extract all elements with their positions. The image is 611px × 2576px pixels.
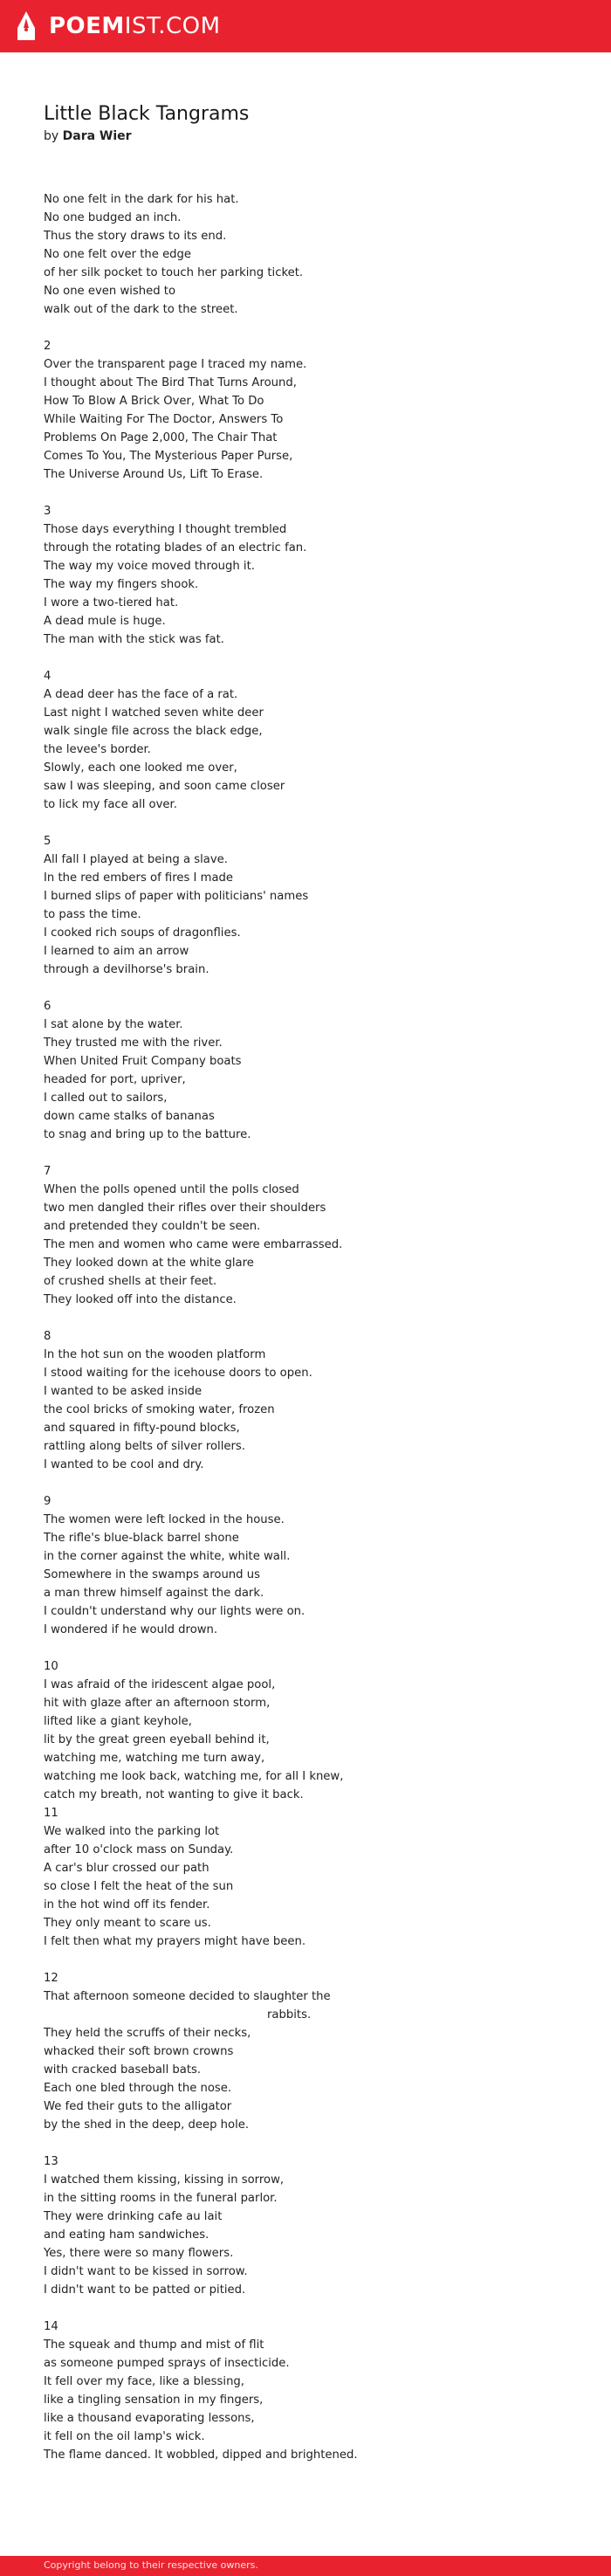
poem-line: the levee's border. [44,743,151,756]
author-name[interactable]: Dara Wier [62,129,132,143]
poem-line: Each one bled through the nose. [44,2082,232,2095]
poem-line: like a tingling sensation in my fingers, [44,2393,264,2407]
poem-body [44,190,585,2483]
poem-line: rabbits. [267,2008,312,2022]
poem-line: 7 [44,1165,51,1178]
poem-line: walk single file across the black edge, [44,725,263,738]
poem-line: I didn't want to be patted or pitied. [44,2283,246,2297]
poem-line: No one budged an inch. [44,211,182,224]
poem-line: with cracked baseball bats. [44,2063,202,2077]
poem-title: Little Black Tangrams [44,103,250,125]
poem-line: They held the scruffs of their necks, [44,2027,251,2040]
poem-line: I felt then what my prayers might have been. [44,1935,306,1948]
poem-line: 10 [44,1660,58,1673]
poem-line: the cool bricks of smoking water, frozen [44,1403,275,1416]
poem-line: The way my fingers shook. [44,578,199,591]
poem-line: We fed their guts to the alligator [44,2100,232,2113]
poem-line: No one felt over the edge [44,248,192,261]
stanza [44,2152,585,2299]
poem-line: lifted like a giant keyhole, [44,1715,192,1728]
poem-line: Problems On Page 2,000, The Chair That [44,431,278,444]
poem-line: They looked off into the distance. [44,1293,237,1306]
poem-line: whacked their soft brown crowns [44,2045,234,2058]
poem-line: I didn't want to be kissed in sorrow. [44,2265,248,2278]
poem-line: A dead deer has the face of a rat. [44,688,238,701]
stanza [44,1327,585,1474]
poem-line: The women were left locked in the house. [44,1513,285,1526]
poem-line: All fall I played at being a slave. [44,853,228,866]
stanza [44,667,585,814]
poem-line: I called out to sailors, [44,1092,168,1105]
poem-line: The man with the stick was fat. [44,633,225,646]
poem-line: to snag and bring up to the batture. [44,1128,251,1141]
poem-line: No one felt in the dark for his hat. [44,193,239,206]
poem-line: We walked into the parking lot [44,1825,220,1838]
poem-line: Thus the story draws to its end. [44,230,227,243]
poem-line: watching me, watching me turn away, [44,1752,265,1765]
poem-line: 4 [44,670,51,683]
poem-line: The men and women who came were embarrassed. [44,1238,343,1251]
poem-line: saw I was sleeping, and soon came closer [44,780,285,793]
poem-line: No one even wished to [44,285,176,298]
poem-line: I burned slips of paper with politicians' names [44,890,309,903]
poem-line: It fell over my face, like a blessing, [44,2375,244,2388]
poem-line: I learned to aim an arrow [44,945,189,958]
site-name [49,10,221,42]
byline [44,129,249,143]
poem-line: by the shed in the deep, deep hole. [44,2118,250,2132]
stanza [44,190,585,319]
poem-line: Comes To You, The Mysterious Paper Purse, [44,450,293,463]
stanza [44,1492,585,1639]
top-bar [0,0,611,52]
poem-line: 13 [44,2155,58,2168]
poem-line: 3 [44,505,51,518]
poem-line: Yes, there were so many flowers. [44,2247,234,2260]
poem-line: I wanted to be asked inside [44,1385,203,1398]
poem-line: hit with glaze after an afternoon storm, [44,1697,271,1710]
poem-line: and pretended they couldn't be seen. [44,1220,261,1233]
poem-line: 6 [44,1000,51,1013]
poem-line: The Universe Around Us, Lift To Erase. [44,468,264,481]
stanza [44,337,585,484]
poem-line: When United Fruit Company boats [44,1055,242,1068]
poem-line: through a devilhorse's brain. [44,963,209,976]
poem-line: in the corner against the white, white wall. [44,1550,291,1563]
poem-line: When the polls opened until the polls closed [44,1183,299,1196]
poem-line: The flame danced. It wobbled, dipped and brightened. [44,2449,358,2462]
poem-line: Somewhere in the swamps around us [44,1568,260,1581]
poem-line: to pass the time. [44,908,141,921]
poem-line: watching me look back, watching me, for all I knew, [44,1770,344,1783]
pen-nib-icon [16,10,37,42]
copyright-text: Copyright belong to their respective owners. [44,2559,258,2571]
poem-line: 12 [44,1972,58,1985]
poem-line: 2 [44,340,51,353]
poem-line: The way my voice moved through it. [44,560,255,573]
poem-line: through the rotating blades of an electric fan. [44,541,307,554]
poem-line: The rifle's blue-black barrel shone [44,1532,239,1545]
poem-line: I wanted to be cool and dry. [44,1458,204,1471]
poem-line: I sat alone by the water. [44,1018,183,1031]
poem-line: walk out of the dark to the street. [44,303,238,316]
poem-line: They trusted me with the river. [44,1037,223,1050]
stanza [44,997,585,1144]
stanza [44,832,585,979]
poem-line: as someone pumped sprays of insecticide. [44,2357,290,2370]
poem-line: and squared in fifty-pound blocks, [44,1422,240,1435]
poem-line: I wore a two-tiered hat. [44,596,179,610]
poem-line: of her silk pocket to touch her parking ticket. [44,266,304,279]
poem-line: I stood waiting for the icehouse doors to open. [44,1367,312,1380]
poem-line: down came stalks of bananas [44,1110,215,1123]
poem-line: so close I felt the heat of the sun [44,1880,234,1893]
poem-line: to lick my face all over. [44,798,177,811]
poem-line: The squeak and thump and mist of flit [44,2338,264,2352]
poem-line: 11 [44,1807,58,1820]
poem-line: I cooked rich soups of dragonflies. [44,926,241,940]
poem-line: headed for port, upriver, [44,1073,186,1086]
poem-line: after 10 o'clock mass on Sunday. [44,1843,234,1856]
poem-line: a man threw himself against the dark. [44,1587,264,1600]
poem-line: I couldn't understand why our lights were on. [44,1605,306,1618]
footer [0,2556,611,2576]
poem-line: I watched them kissing, kissing in sorrow, [44,2173,285,2187]
poem-line: I thought about The Bird That Turns Around, [44,376,297,389]
poem-line: in the sitting rooms in the funeral parlor. [44,2192,278,2205]
poem-line: A car's blur crossed our path [44,1862,209,1875]
site-name-light: IST.COM [124,13,221,39]
byline-prefix: by [44,129,59,143]
poem-line: 9 [44,1495,51,1508]
site-name-bold: POEM [49,13,125,39]
poem-line: rattling along belts of silver rollers. [44,1440,245,1453]
poem-line: two men dangled their rifles over their shoulders [44,1202,326,1215]
poem-line: While Waiting For The Doctor, Answers To [44,413,284,426]
stanza [44,1969,585,2134]
stanza [44,1822,585,1951]
poem-line: That afternoon someone decided to slaughter the [44,1990,331,2003]
poem-line: They looked down at the white glare [44,1257,254,1270]
poem-line: 14 [44,2320,58,2333]
poem-line: In the red embers of fires I made [44,871,234,885]
poem-line: catch my breath, not wanting to give it back. [44,1788,304,1801]
stanza [44,1162,585,1309]
poem-line: Last night I watched seven white deer [44,706,264,720]
stanza [44,1657,585,1822]
site-logo[interactable] [16,10,221,42]
poem-line: Slowly, each one looked me over, [44,761,237,775]
stanza [44,502,585,649]
stanza [44,2318,585,2464]
poem-line: in the hot wind off its fender. [44,1898,210,1911]
poem-line: 8 [44,1330,51,1343]
poem-line: it fell on the oil lamp's wick. [44,2430,205,2443]
poem-line: Over the transparent page I traced my name. [44,358,307,371]
poem-line: How To Blow A Brick Over, What To Do [44,395,264,408]
poem-line: of crushed shells at their feet. [44,1275,217,1288]
poem-line: I was afraid of the iridescent algae pool, [44,1678,276,1691]
poem-header [44,101,249,143]
poem-line: 5 [44,835,51,848]
poem-line: I wondered if he would drown. [44,1623,218,1636]
poem-line: A dead mule is huge. [44,615,166,628]
poem-line: They only meant to scare us. [44,1917,211,1930]
poem-line: In the hot sun on the wooden platform [44,1348,266,1361]
poem-line: They were drinking cafe au lait [44,2210,223,2223]
poem-line: Those days everything I thought trembled [44,523,287,536]
poem-line: like a thousand evaporating lessons, [44,2412,255,2425]
poem-line: and eating ham sandwiches. [44,2228,209,2242]
poem-line: lit by the great green eyeball behind it, [44,1733,270,1746]
